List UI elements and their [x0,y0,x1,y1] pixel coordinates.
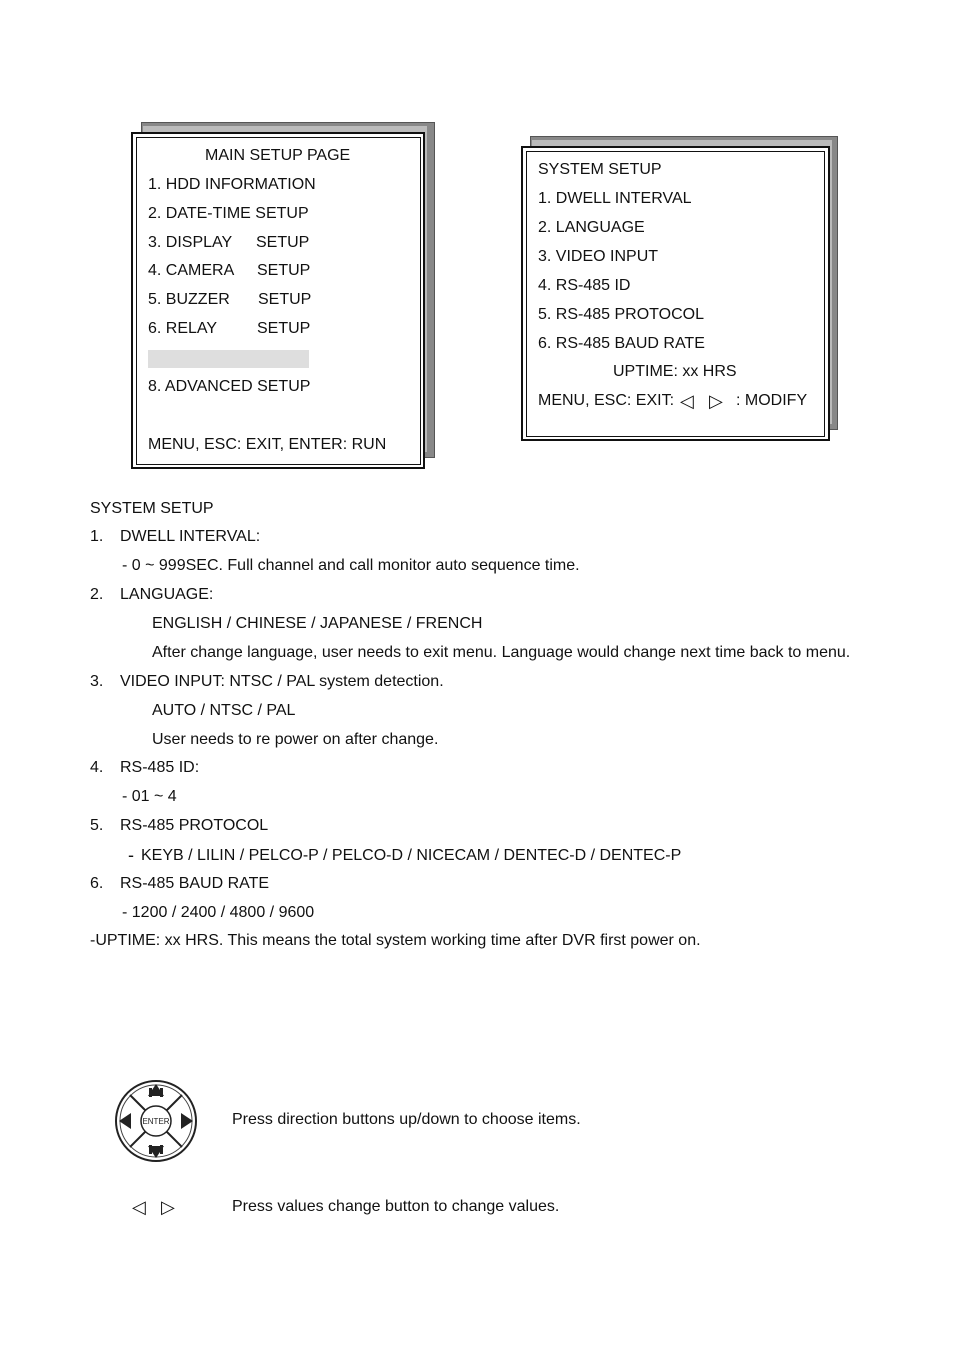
item-detail-dash: - [128,845,134,865]
selected-item-highlight[interactable] [148,350,309,368]
uptime-readout: UPTIME: xx HRS [613,363,737,380]
item-title: VIDEO INPUT: NTSC / PAL system detection. [120,673,444,690]
menu-item-camera-setup-suffix: SETUP [257,262,311,279]
menu-item-display-setup-suffix: SETUP [256,234,310,251]
uptime-note: -UPTIME: xx HRS. This means the total system working time after DVR first power on. [90,932,701,949]
item-number: 5. [90,817,104,834]
left-triangle-icon: ◁ [680,391,694,411]
system-setup-footer-prefix: MENU, ESC: EXIT: [538,392,675,409]
left-triangle-icon: ◁ [132,1197,146,1217]
item-number: 4. [90,759,104,776]
right-triangle-icon: ▷ [709,391,723,411]
main-setup-title: MAIN SETUP PAGE [205,147,351,164]
menu-item-language[interactable]: 2. LANGUAGE [538,219,645,236]
item-title: DWELL INTERVAL: [120,528,261,545]
enter-button-label: ENTER [142,1117,170,1126]
menu-item-rs485-protocol[interactable]: 5. RS-485 PROTOCOL [538,306,704,323]
item-number: 2. [90,586,104,603]
menu-item-video-input[interactable]: 3. VIDEO INPUT [538,248,659,265]
menu-item-date-time-setup[interactable]: 2. DATE-TIME SETUP [148,205,309,222]
system-setup-footer-suffix: : MODIFY [736,392,808,409]
system-setup-title: SYSTEM SETUP [538,161,662,178]
item-detail: User needs to re power on after change. [152,731,439,748]
item-title: RS-485 ID: [120,759,200,776]
menu-item-relay-setup[interactable]: 6. RELAY [148,320,218,337]
item-number: 1. [90,528,104,545]
menu-item-display-setup[interactable]: 3. DISPLAY [148,234,233,251]
menu-item-rs485-id[interactable]: 4. RS-485 ID [538,277,631,294]
menu-item-dwell-interval[interactable]: 1. DWELL INTERVAL [538,190,692,207]
main-setup-footer: MENU, ESC: EXIT, ENTER: RUN [148,436,387,453]
menu-item-buzzer-setup-suffix: SETUP [258,291,312,308]
item-detail: ENGLISH / CHINESE / JAPANESE / FRENCH [152,615,483,632]
item-detail: KEYB / LILIN / PELCO-P / PELCO-D / NICECAM / DENTEC-D / DENTEC-P [141,847,682,864]
item-title: LANGUAGE: [120,586,214,603]
item-detail: AUTO / NTSC / PAL [152,702,296,719]
menu-item-hdd-information[interactable]: 1. HDD INFORMATION [148,176,316,193]
value-buttons-description: Press values change button to change values. [232,1198,560,1215]
item-detail: - 1200 / 2400 / 4800 / 9600 [122,904,315,921]
menu-item-relay-setup-suffix: SETUP [257,320,311,337]
menu-item-camera-setup[interactable]: 4. CAMERA [148,262,235,279]
item-number: 6. [90,875,104,892]
item-title: RS-485 BAUD RATE [120,875,270,892]
item-detail: After change language, user needs to exit menu. Language would change next time back to menu. [152,644,851,661]
menu-item-buzzer-setup[interactable]: 5. BUZZER [148,291,230,308]
menu-item-rs485-baud-rate[interactable]: 6. RS-485 BAUD RATE [538,335,705,352]
item-detail: - 01 ~ 4 [122,788,177,805]
direction-pad-icon [114,1078,198,1164]
right-triangle-icon: ▷ [161,1197,175,1217]
item-title: RS-485 PROTOCOL [120,817,269,834]
direction-buttons-description: Press direction buttons up/down to choose items. [232,1111,581,1128]
section-heading: SYSTEM SETUP [90,500,214,517]
item-number: 3. [90,673,104,690]
menu-item-advanced-setup[interactable]: 8. ADVANCED SETUP [148,378,311,395]
item-detail: - 0 ~ 999SEC. Full channel and call monitor auto sequence time. [122,557,580,574]
